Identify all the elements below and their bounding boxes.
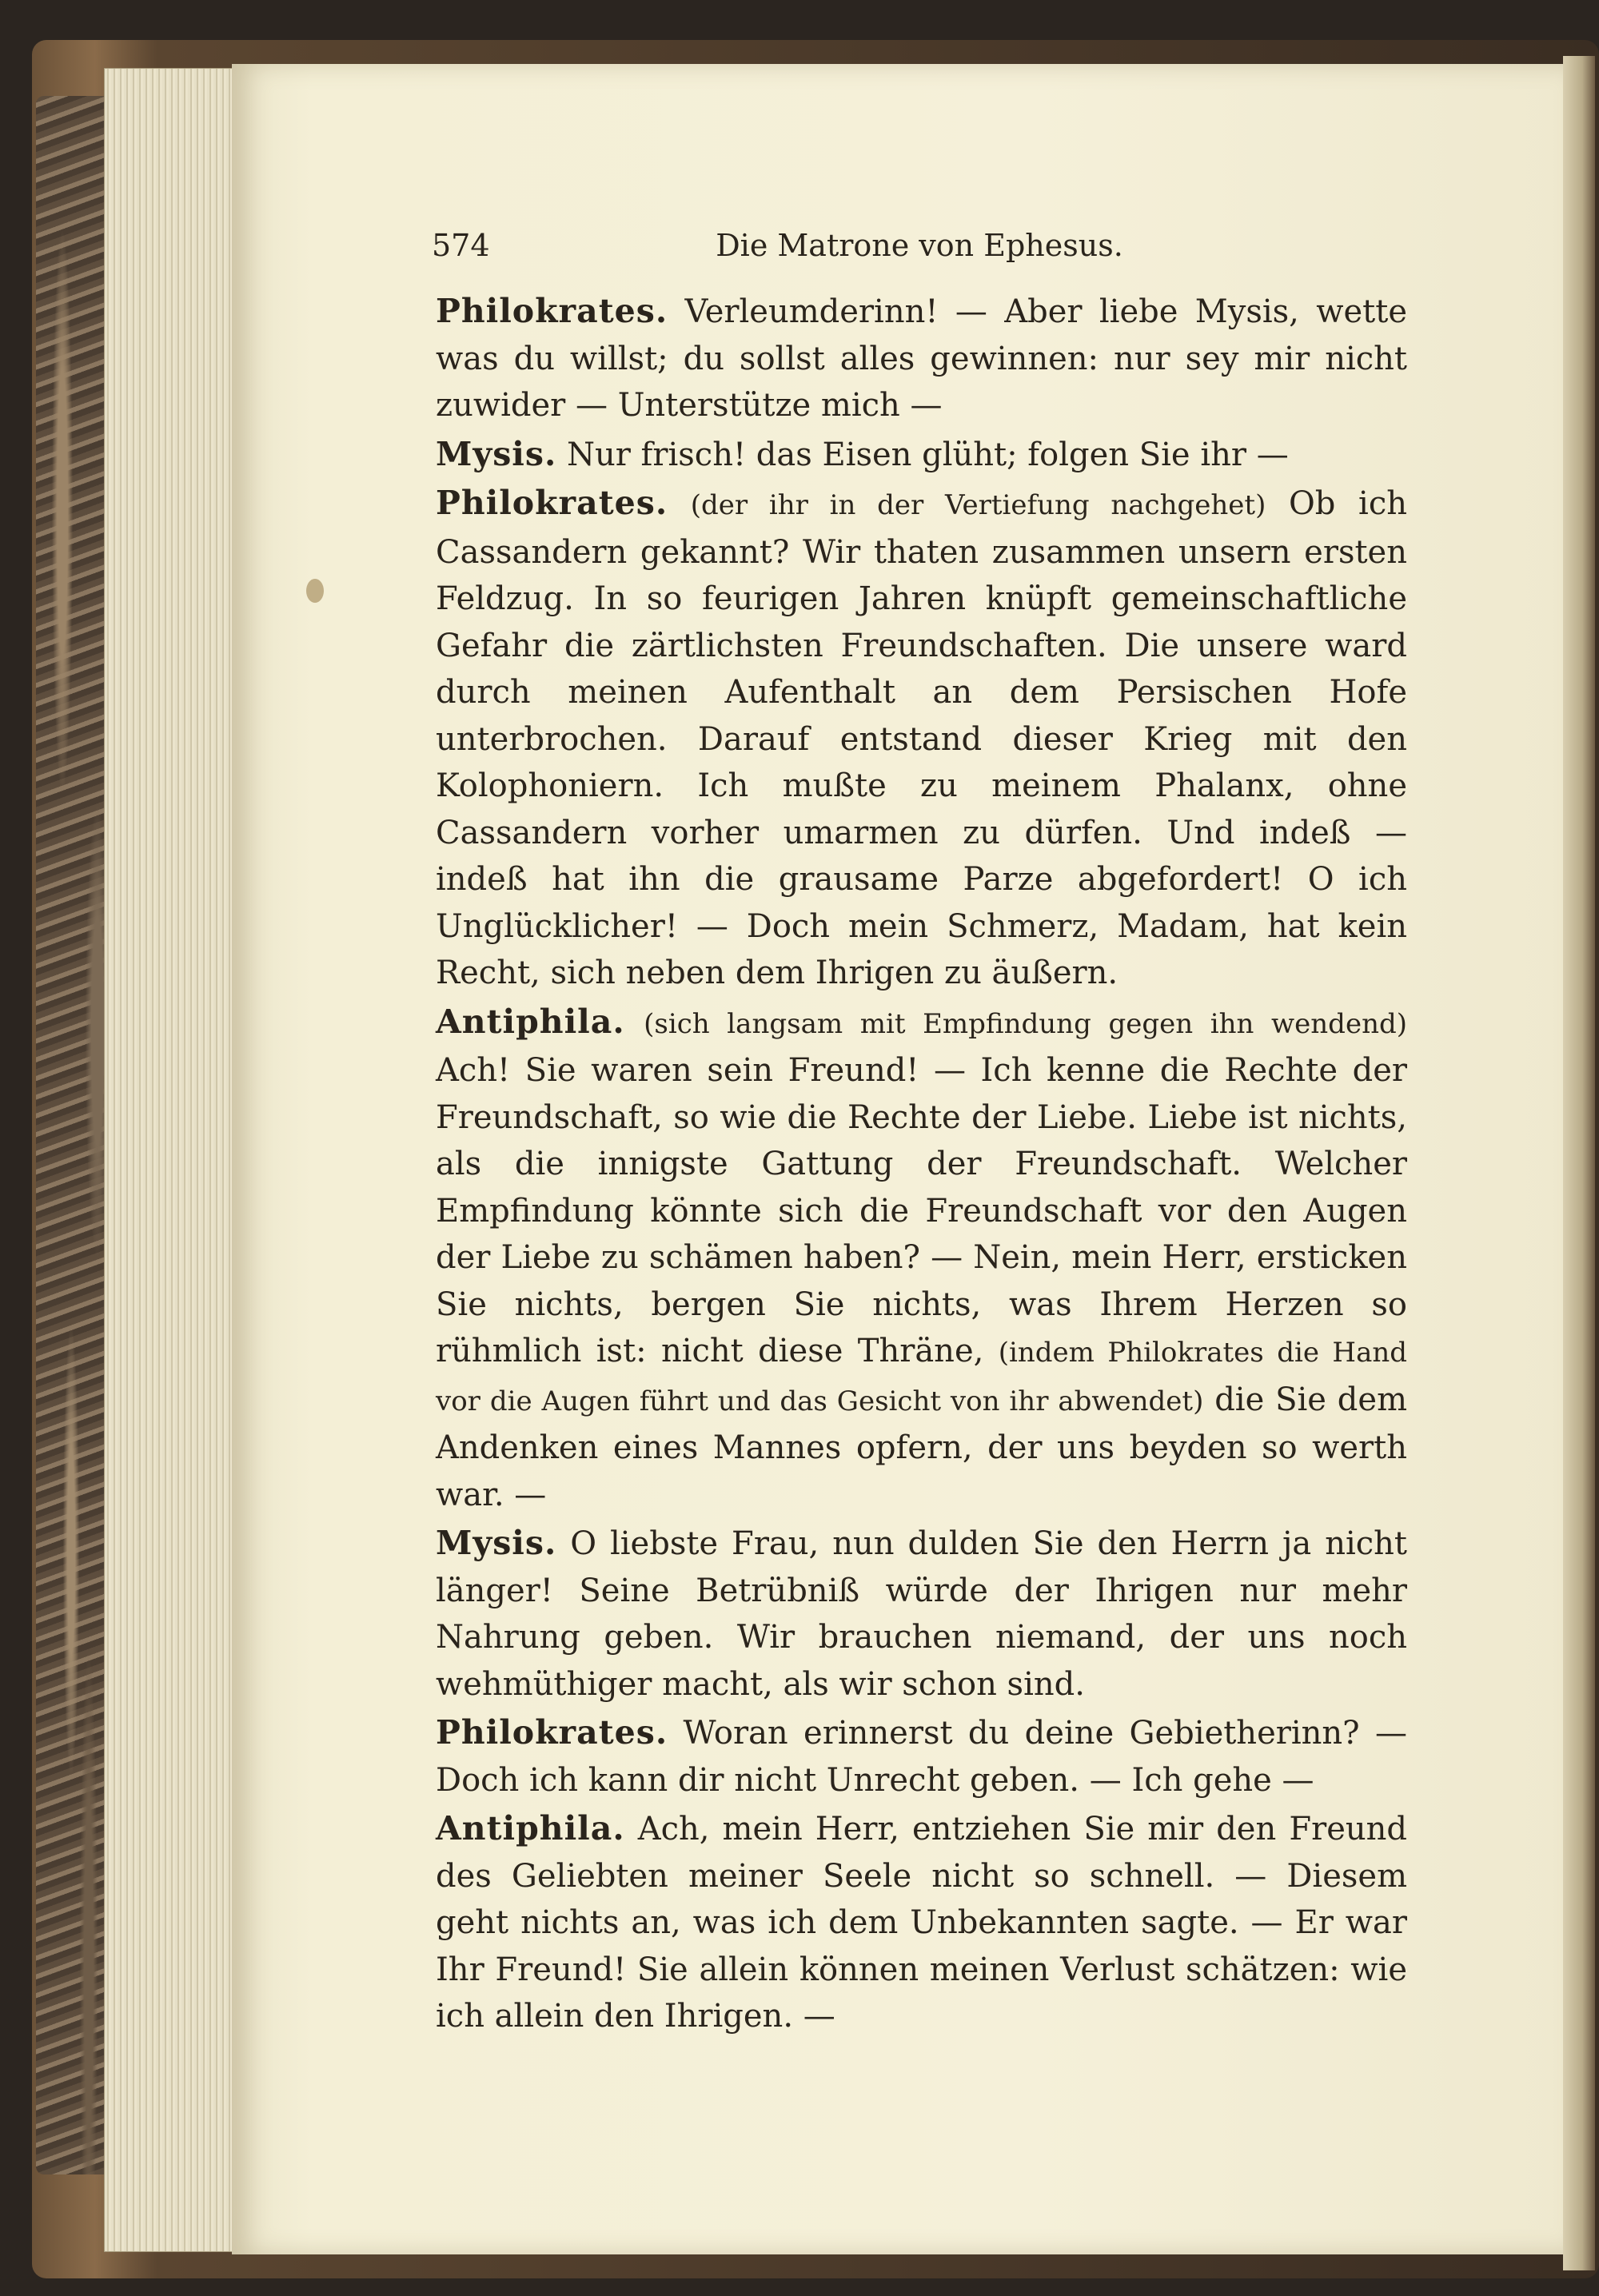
paragraph [436, 288, 1407, 429]
speaker-name: Antiphila. [436, 1002, 625, 1041]
paragraph [436, 999, 1407, 1519]
page-header [432, 228, 1407, 268]
speaker-name: Mysis. [436, 434, 557, 473]
page-text [436, 288, 1407, 2040]
speech: Ob ich Cassandern gekannt? Wir thaten zusammen unsern ersten Feldzug. In so feurigen Jahren knüpft gemeinschaftliche Gefahr die zärtlichsten Freundschaften. Die unsere ward durch meinen Aufenthalt an dem Persischen Hofe unterbrochen. Darauf entstand dieser Krieg mit den Kolophoniern. Ich mußte zu meinem Phalanx, ohne Cassandern vorher umarmen zu dürfen. Und indeß — indeß hat ihn die grausame Parze abgefordert! O ich Unglücklicher! — Doch mein Schmerz, Madam, hat kein Recht, sich neben dem Ihrigen zu äußern. [436, 485, 1408, 991]
stage-direction: (der ihr in der Vertiefung nachgehet) [690, 489, 1266, 521]
right-page-edge [1563, 56, 1595, 2270]
speaker-name: Mysis. [436, 1524, 557, 1562]
page-number: 574 [432, 228, 490, 263]
speaker-name: Philokrates. [436, 292, 668, 330]
speaker-name: Philokrates. [436, 1713, 668, 1752]
paragraph [436, 431, 1407, 479]
paper-stain [306, 579, 324, 603]
paragraph [436, 1520, 1407, 1708]
speech: Nur frisch! das Eisen glüht; folgen Sie ihr — [566, 436, 1289, 473]
speech: Ach! Sie waren sein Freund! — Ich kenne die Rechte der Freundschaft, so wie die Rechte der Liebe. Liebe ist nichts, als die innigste Gattung der Freundschaft. Welcher Empfindung könnte sich die Freundschaft vor den Augen der Liebe zu schämen haben? — Nein, mein Herr, ersticken Sie nichts, bergen Sie nichts, was Ihrem Herzen so rühmlich ist: nicht diese Thräne, [436, 1052, 1407, 1369]
running-title: Die Matrone von Ephesus. [716, 228, 1123, 263]
speaker-name: Antiphila. [436, 1809, 625, 1848]
paragraph [436, 1805, 1407, 2040]
speech: Verleumderinn! — Aber liebe Mysis, wette was du willst; du sollst alles gewinnen: nur sey mir nicht zuwider — Unterstütze mich — [436, 293, 1407, 424]
paragraph [436, 1709, 1407, 1804]
stage-direction: (indem Philokrates die Hand vor die Augen führt und das Gesicht von ihr abwendet) [436, 1337, 1408, 1417]
stage-direction: (sich langsam mit Empfindung gegen ihn wendend) [644, 1007, 1407, 1040]
speech: die Sie dem Andenken eines Mannes opfern, der uns beyden so werth war. — [436, 1381, 1408, 1513]
paragraph [436, 480, 1407, 997]
speech: Ach, mein Herr, entziehen Sie mir den Freund des Geliebten meiner Seele nicht so schnell. — Diesem geht nichts an, was ich dem Unbekannten sagte. — Er war Ihr Freund! Sie allein können meinen Verlust schätzen: wie ich allein den Ihrigen. — [436, 1811, 1407, 2035]
page-edges [104, 68, 241, 2252]
speaker-name: Philokrates. [436, 484, 668, 522]
speech: O liebste Frau, nun dulden Sie den Herrn ja nicht länger! Seine Betrübniß würde der Ihrigen nur mehr Nahrung geben. Wir brauchen niemand, der uns noch wehmüthiger macht, als wir schon sind. [436, 1525, 1407, 1703]
speech: Woran erinnerst du deine Gebietherinn? — Doch ich kann dir nicht Unrecht geben. — Ich gehe — [436, 1715, 1407, 1799]
